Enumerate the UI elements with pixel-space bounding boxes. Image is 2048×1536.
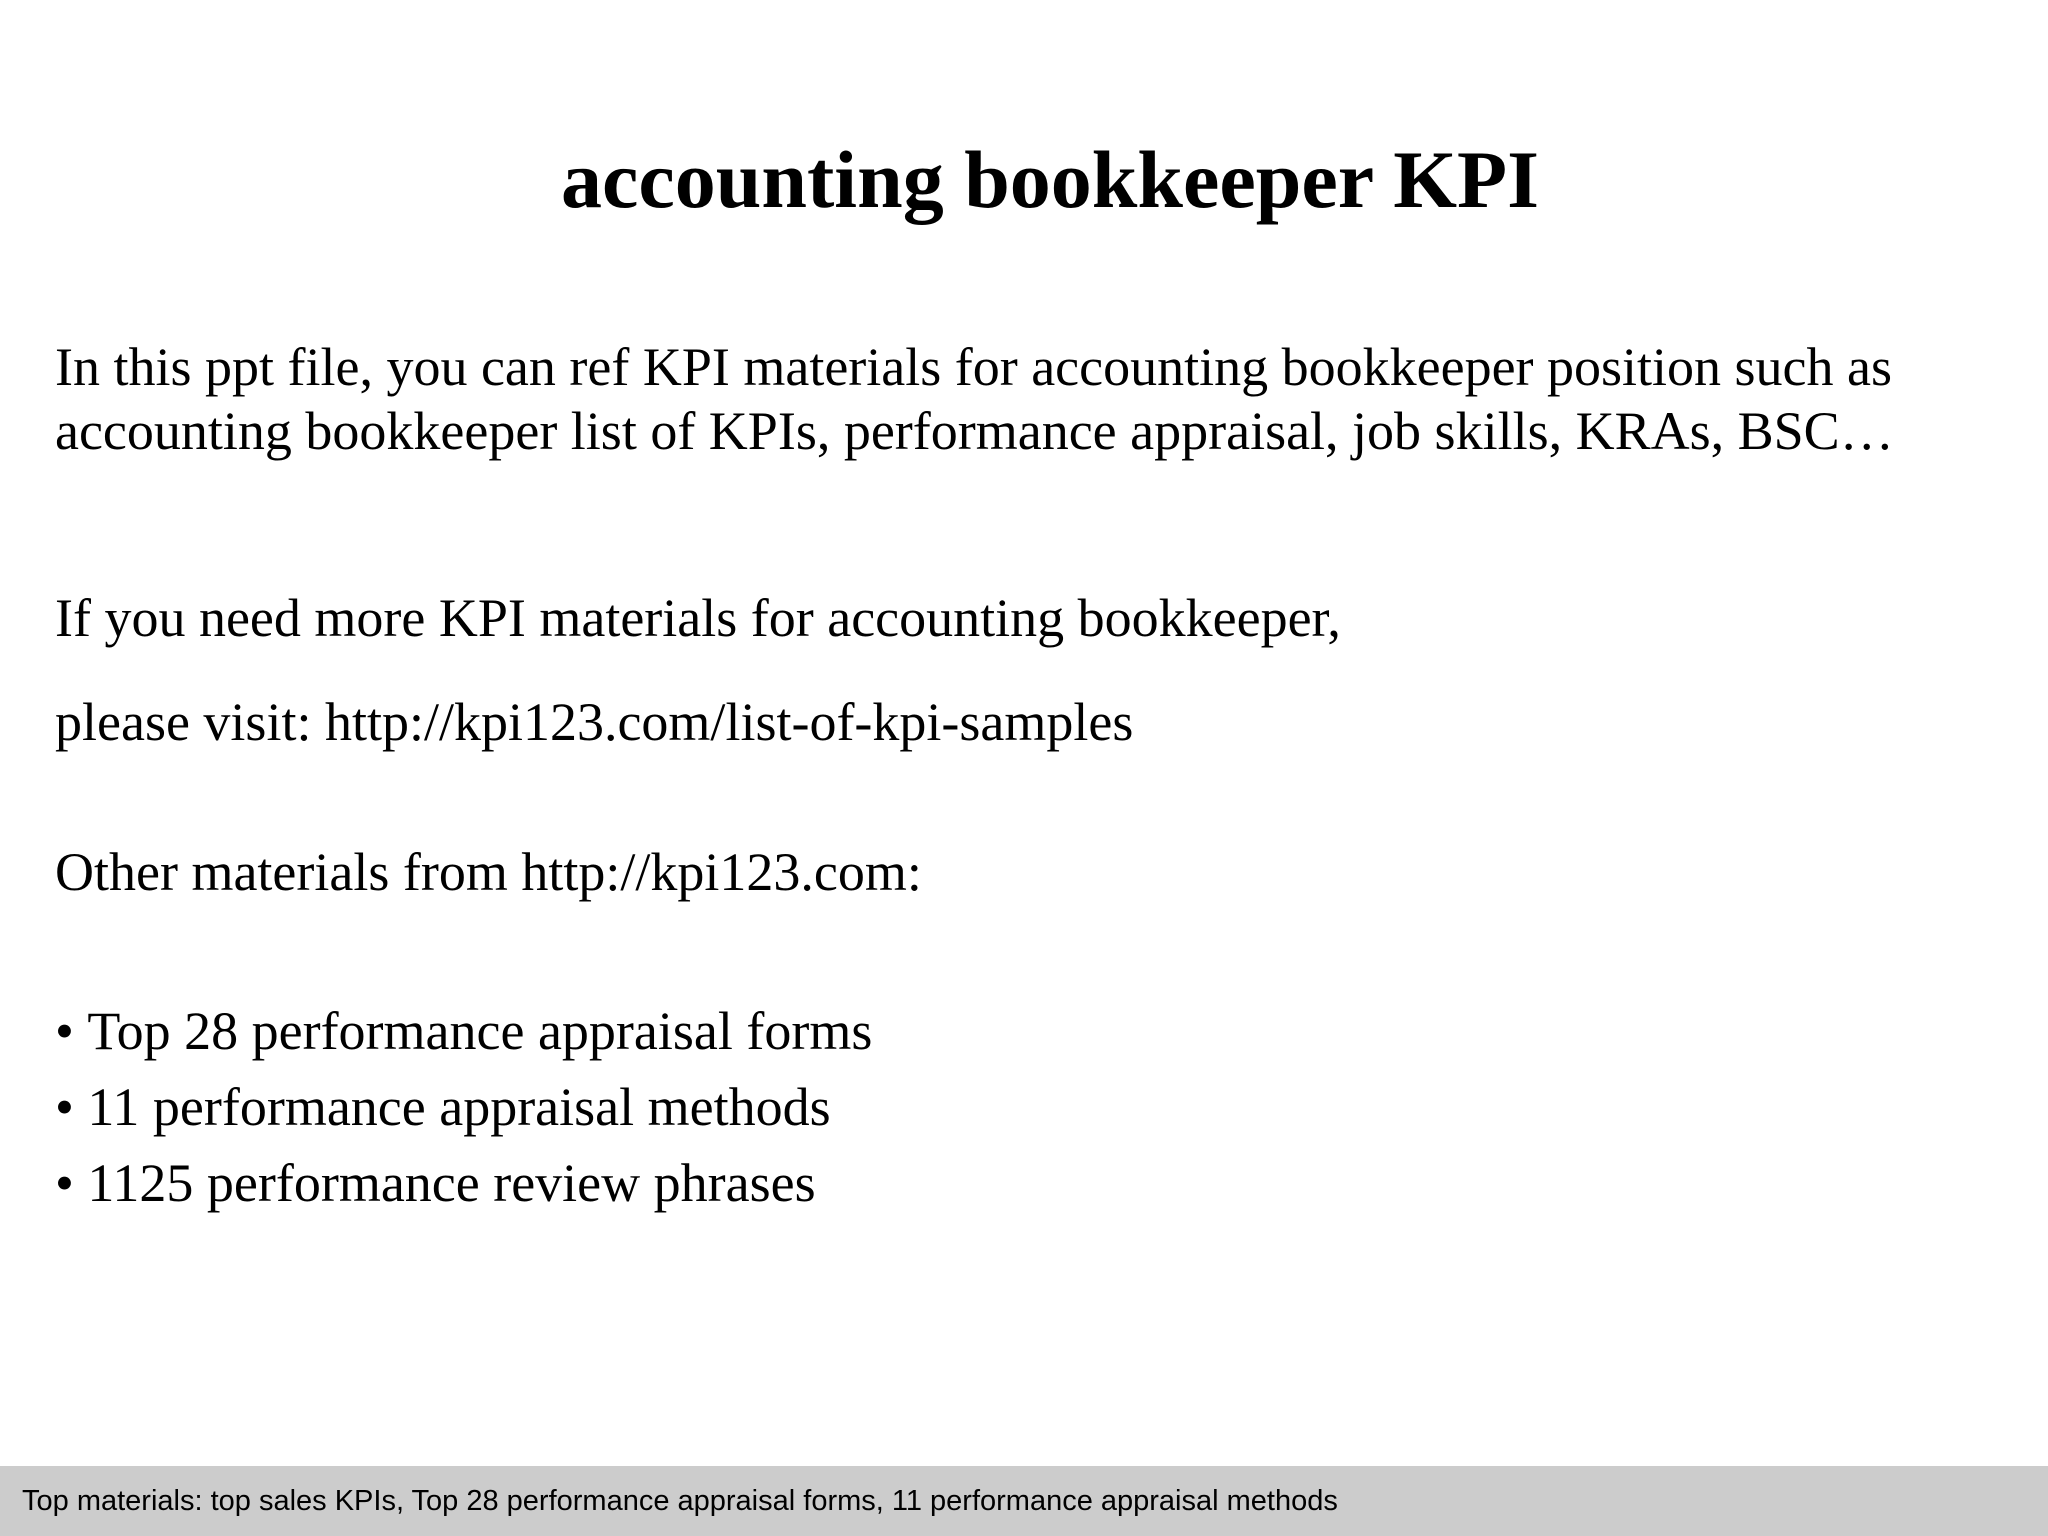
other-materials-heading: Other materials from http://kpi123.com:: [55, 842, 922, 902]
list-item: • Top 28 performance appraisal forms: [55, 993, 872, 1069]
list-item: • 11 performance appraisal methods: [55, 1069, 872, 1145]
visit-link-text: please visit: http://kpi123.com/list-of-kpi-samples: [55, 692, 1134, 752]
slide-title: accounting bookkeeper KPI: [561, 134, 1539, 225]
list-item: • 1125 performance review phrases: [55, 1145, 872, 1221]
footer-text: Top materials: top sales KPIs, Top 28 performance appraisal forms, 11 performance appraisal methods: [22, 1485, 1338, 1517]
footer-bar: [0, 1466, 2048, 1536]
intro-paragraph: In this ppt file, you can ref KPI materials for accounting bookkeeper position such as accounting bookkeeper list of KPIs, performance appraisal, job skills, KRAs, BSC…: [55, 337, 1894, 461]
need-more-text: If you need more KPI materials for accounting bookkeeper,: [55, 588, 1341, 648]
materials-list: [55, 993, 872, 1221]
